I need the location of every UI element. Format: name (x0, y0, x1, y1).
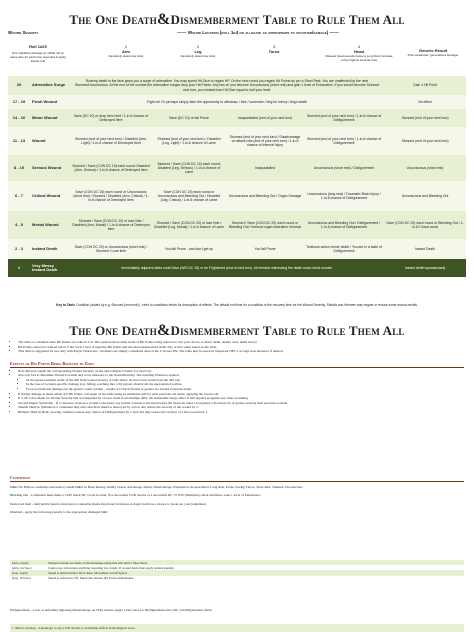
title-amp: & (156, 11, 171, 28)
table-cell: Unconscious and Bleeding Out / Organ Damage (226, 181, 304, 211)
disfigurement (10, 608, 464, 613)
title-amp: & (156, 322, 171, 339)
table-cell: Very Messy Instant Death (30, 259, 70, 277)
col-num: 2 (196, 44, 200, 49)
condition-cell: Speed is reduced to 5ft; failed dex checks fall Prone until healed. (46, 576, 464, 581)
table-cell: 8 - 10 (8, 155, 30, 181)
roll-heading: Roll 1d20 (29, 44, 47, 49)
table-cell: Unconscious (short rest) / Disfigurement (304, 155, 384, 181)
table-cell: Critical Wound (30, 181, 70, 211)
table-cell: Unconscious (short rest) (384, 155, 466, 181)
table-cell: 1 (8, 259, 30, 277)
table-cell: Immediately adjacent allies must Save (WIS DC 15) or be Frightened (end of next turn). All mention witnessing the death must check morale. (70, 259, 384, 277)
effects-section (10, 362, 464, 415)
condition-row (10, 576, 464, 581)
intro-list (10, 340, 464, 354)
table-row (8, 127, 466, 155)
condition-cell: (Leg, Light) (10, 570, 46, 575)
condition-cell: (Arm, Light) (10, 560, 46, 565)
table-cell: Save (CON DC 20) each round or Bleeding Out / 1-in-10 Vocal cords (384, 211, 466, 239)
condition-cell: (Leg, Serious) (10, 576, 46, 581)
intro-item: • This table is suggested for use only with Player Characters - monsters are simply considered dead at the 1/10 zero Hit. The table may be used for important NPC's or large boss monsters if desired. (18, 349, 464, 354)
table-cell: Unconscious and Bleeding Out / Disfigurement / 1-in-6 chance of Disfigurement (304, 211, 384, 239)
disabled-note: Disabled - apply the following penalty to the appropriate damaged limb: (10, 510, 109, 515)
key-to-table (8, 303, 466, 307)
col-name: Leg (194, 49, 202, 54)
col-note: (randomly determine side) (108, 54, 144, 58)
table-row (8, 155, 466, 181)
table-cell: Adrenaline Surge (30, 76, 70, 95)
table-cell: Stunned (end of your next turn) / Disabled (Arm, Light) / 1-in-6 chance of Destroyed Item (70, 127, 152, 155)
intro-item: • The table is consulted when Hit Points are reduced to 0: this replaces the normal result of Hit Points being reduced to 0 in your choice of direct death, death's door, death saves) (18, 340, 464, 345)
table-cell: Mortal Wound (30, 211, 70, 239)
page-title (0, 11, 474, 29)
col-name: Torso (268, 49, 280, 54)
table-cell: 2 - 3 (8, 239, 30, 259)
table-row (8, 76, 466, 95)
col-num: 3 (272, 44, 276, 49)
table-cell: You fall Prone - and don't get up (152, 239, 226, 259)
bleeding-out: Bleeding Out - Combatant must make a CON check DC 10 each round; five successful CON checks or a successful DC 15 WIS (Medicine) check stabilizes. Gain 1 level of Exhaustion. (10, 493, 261, 498)
table-cell: Stunned (end of your next turn) (384, 127, 466, 155)
section-heading: Conditions (10, 476, 464, 482)
table-cell: Incapacitated (end of your next turn) (226, 109, 304, 127)
table-cell: Flesh Wound (30, 95, 70, 109)
condition-cell: (Arm, Serious) (10, 565, 46, 570)
effect-item: • Shields Shall be Splintered: a combatant may elect that their shield is destroyed by a blow and reduce the severity of the wound by 1. (18, 405, 464, 410)
table-cell: Serious Wound (30, 155, 70, 181)
table-cell: Save (CON DC 15) each round or Unconscious and Bleeding Out / Disabled (Leg, Critical) / 1-in-6 chance of Lame (152, 181, 226, 211)
table-cell: You fall Prone (226, 239, 304, 259)
table-cell: Stunned / Save (CON DC 20) or lose limb / Disabled (Arm, Mortal) / 1-in-6 chance of Destroyed Item (70, 211, 152, 239)
effect-item: • Or the greater number result of the d20 from wound severity at table index. Or the lowest result from the d20 roll. (26, 378, 464, 383)
effect-item: • For non-locational damage use the generic result column - results of Critical Wound or greater are treated as instant death. (26, 387, 464, 392)
title-part: The One Death (69, 323, 157, 338)
table-header (8, 30, 466, 72)
severity-heading: Wound Severity (8, 30, 39, 35)
table-cell: Stunned (end of your next turn) / Disadvantage on attack rolls (end of your next turn) / 1-in-6 chance of Internal Injury (226, 127, 304, 155)
table-cell: Fight on! Or perhaps simply take the opportunity to withdraw, / flee / surrender / beg for mercy / feign death (70, 95, 384, 109)
table-cell: Stunned (end of your next turn) (384, 109, 466, 127)
effect-item: • Roll d20 and consult the corresponding Wound Severity on the table (higher is better for survival). (18, 369, 464, 374)
table-cell: 4 - 5 (8, 211, 30, 239)
table-cell: Unconscious (long rest) / Traumatic Brain Injury / 1-in-6 chance of Disfigurement (304, 181, 384, 211)
table-cell: Wound (30, 127, 70, 155)
col-torso (244, 44, 304, 54)
table-cell: Instant Death (384, 239, 466, 259)
table-row (8, 109, 466, 127)
condition-cell: Cannot use arm unless anything requiring two hands. If wound heals then apply normal penalty. (46, 565, 464, 570)
table-row (8, 239, 466, 259)
table-cell: Stunned (end of your next turn) / 1-in-6 chance of Disfigurement (304, 127, 384, 155)
table-cell: Stunned (end of your next turn) / Disabled (Leg, Light) / 1-in-6 chance of Lame (152, 127, 226, 155)
section-heading: Effects of Hit Points Being Reduced to Zero (10, 362, 464, 368)
key-text: Condition (added by e.g. Stunned (end next)) - refer to conditions below for description of effects. The default end time for a condition is the recovery time for the Wound Severity. Shields and Helmets may negate or reduce some wound results. (75, 303, 418, 307)
table-cell: Unconscious and Bleeding Out (384, 181, 466, 211)
effect-item: • In the case of location-specific damage (e.g. falling, reaching into a lit) players should roll the appropriate location. (26, 382, 464, 387)
table-cell: No effect (384, 95, 466, 109)
destroyed-item: Destroyed Item - item held in hand is destroyed or unusable (items functional in future). A magic item has a chance to break per your judgement. (10, 501, 207, 506)
intro-item: • Hit Points cannot be reduced below 0 but track a total of negative Hit Points and unconsciousness/dead death only occurs when stated on the table. (18, 345, 464, 350)
page-title-2 (0, 322, 474, 340)
table-cell: Stunned (end of your next turn) / 1-in-6 chance of Disfigurement (304, 109, 384, 127)
table-cell: Save (DC 10) or drop item held / 1-in-6 chance of Destroyed Item (70, 109, 152, 127)
wound-table (8, 76, 466, 277)
key-label: Key to Table (56, 303, 75, 307)
table-cell: 14 - 16 (8, 109, 30, 127)
table-cell: Textbook action movie death / You are in a state of Disfigurement (304, 239, 384, 259)
col-num: 1 (124, 44, 128, 49)
col-num: 4 (357, 44, 361, 49)
col-note: (Non-locational / generalized damage) (407, 53, 459, 57)
table-cell: Save (DC 10) or fall Prone (152, 109, 226, 127)
col-head (324, 44, 394, 62)
effect-item: • Helmets Shall be Bent: wearing a helmet reduces any chance of Disfigurement by 1-in-6 and may reduce the severity of a head wound by 1. (18, 410, 464, 415)
table-cell: Save (CON DC 20) or Unconscious (short rest) / Stunned / Lose limb (70, 239, 152, 259)
col-name: Arm (121, 49, 130, 54)
roll-note: (For stabilized damage at -HP≥0 roll on same dice for each time wounded & apply lowest roll) (10, 51, 66, 63)
table-row (8, 211, 466, 239)
effect-item: • If a '20' roll is made for Wound Severity this accompanied by a lower result from multiple d20s, the Adrenaline Surge effect is still applied alongside any other wounding. (18, 396, 464, 401)
effect-item: • Second Impact Syndrome - If a character receives a wound to the head, any further wounds to the head before the character takes a Long Rest will always be of greater severity than previous wounds. (18, 401, 464, 406)
col-note: (Repeat head wounds below a Long Rest increase to the highest wounds row) (325, 54, 393, 62)
condition-cell: Weapon attacks are made at Disadvantage using this arm until a Short Rest. (46, 560, 464, 565)
conditions-intro: D&D 5th Edition conditions and terms (consult D&D 5e Basic Rules): Ability Check, Advantage, Death, Disadvantage, Exhaustion, Incapacitated, Long Rest, Prone, Saving Throw, Short Rest, Stunned, Unconscious (10, 484, 303, 489)
conditions-section (10, 476, 464, 515)
table-row (8, 95, 466, 109)
col-name: Head (354, 49, 364, 54)
table-cell: Stunned / Save (CON DC 15) each round: Disabled (Leg, Serious) / 1-in-6 chance of Lame (152, 155, 226, 181)
disabled-table (10, 560, 464, 581)
table-cell: Gain 1 Hit Point (384, 76, 466, 95)
col-arm (96, 44, 156, 58)
col-generic (400, 48, 466, 57)
location-heading: —— Wound Location (roll 1d4 or allocate as appropriate to situation/damage) —— (177, 30, 339, 35)
title-part: The One Death (69, 12, 157, 27)
table-cell: 20 (8, 76, 30, 95)
table-cell: Minor Wound (30, 109, 70, 127)
effect-item: • Also roll 1d4 to determine Wound Location and cross-reference to the WoundSeverity. The resulting Wound is applied. (18, 373, 464, 378)
bottom-row: 1. Minor scarring - Advantage to any CON checks to determine effects from magical scars. (10, 624, 464, 632)
table-cell: Stunned / Save (CON DC 15) each round: Disabled (Arm, Serious) / 1-in-6 chance of Destroyed Item (70, 155, 152, 181)
col-name: Generic Result (418, 48, 448, 53)
table-cell: 17 - 19 (8, 95, 30, 109)
disfigurement-text: Disfigurement - a scar or deformity imposing Disadvantage on CHA checks. Apply a Dex Save for Disfigurement and a DC on Disfigurement check. (10, 608, 213, 612)
col-leg (168, 44, 228, 58)
table-cell: Instant death spectacularly (384, 259, 466, 277)
col-note: (randomly determine side) (180, 54, 216, 58)
table-row (8, 181, 466, 211)
table-row (8, 259, 466, 277)
condition-cell: Speed is halved until a Short Rest. Movement at half Speed. (46, 570, 464, 575)
table-cell: Stunned / Save (CON DC 20) or lose limb / Disabled (Leg, Mortal) / 1-in-6 chance of Lame (152, 211, 226, 239)
table-cell: Stunned / Save (CON DC 20) each round or Bleeding Out / Internal organ laceration removal (226, 211, 304, 239)
effect-item: • If further damage is taken whilst at 0 Hit Points, roll again on the table using an additional d20 for each previous roll made, applying the lowest roll. (18, 392, 464, 397)
table-cell: Save (CON DC 15) each round or Unconscious (short rest) / Stunned / Disabled (Arm, Critical) / 1-in-6 chance of Destroyed Item (70, 181, 152, 211)
title-part: Dismemberment Table to Rule Them All (170, 323, 405, 338)
title-part: Dismemberment Table to Rule Them All (170, 12, 405, 27)
table-cell: 6 - 7 (8, 181, 30, 211)
table-cell: Instant Death (30, 239, 70, 259)
table-cell: Roaring death in the face gives you a surge of adrenaline. You may spend Hit Dice to regain HP. On the next round you regain Hit Points as per a Short Rest. You are unaffected by the next Stunned/Unconscious. At the end of the combat the Adrenaline surges drop your Hit Points. Any two of: you become Unconscious (short rest) and gain 1 level of Exhaustion. If you would become Stunned next turn, you instead lose Hit Dice equal to half your level. (70, 76, 384, 95)
table-cell: Incapacitated (226, 155, 304, 181)
table-cell: 11 - 13 (8, 127, 30, 155)
